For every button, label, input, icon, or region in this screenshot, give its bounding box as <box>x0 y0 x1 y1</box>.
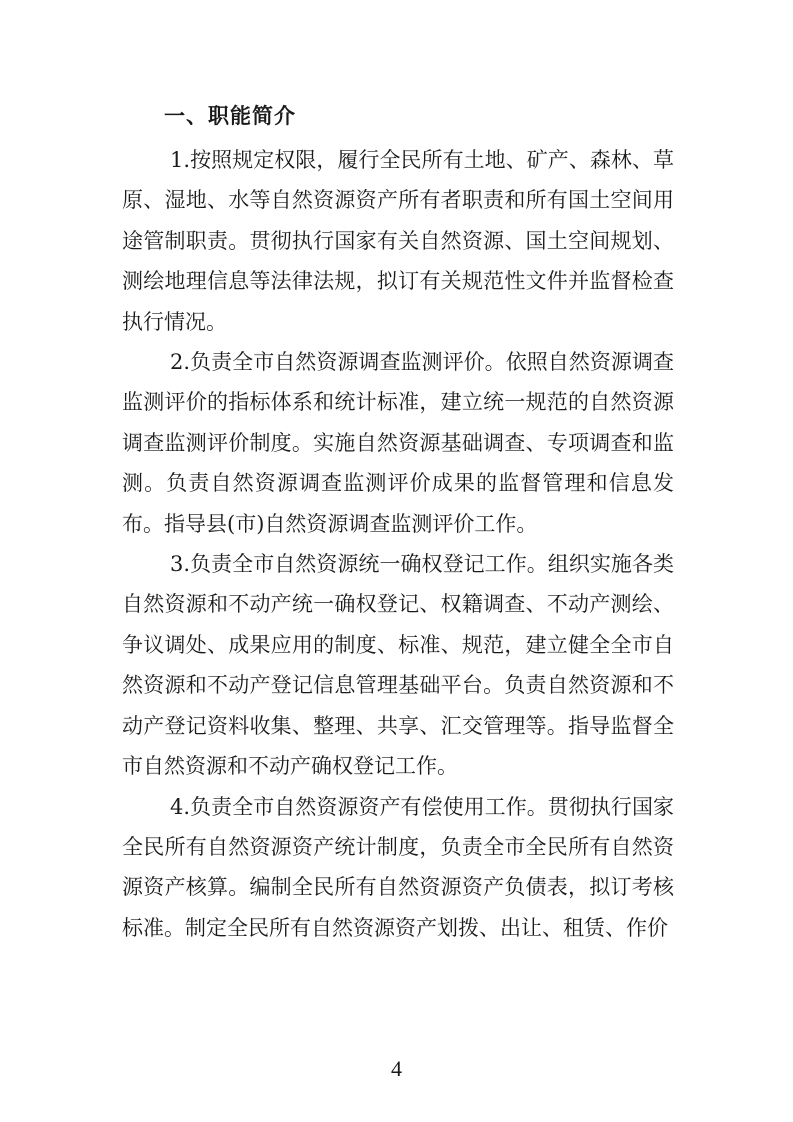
paragraph-4: 4.负责全市自然资源资产有偿使用工作。贯彻执行国家全民所有自然资源资产统计制度，负责全市全民所有自然资源资产核算。编制全民所有自然资源资产负债表，拟订考核标准。制定全民所有自然资源资产划拨、出让、租赁、作价 <box>122 794 674 940</box>
body-text <box>122 140 674 948</box>
paragraph-3: 3.负责全市自然资源统一确权登记工作。组织实施各类自然资源和不动产统一确权登记、权籍调查、不动产测绘、争议调处、成果应用的制度、标准、规范，建立健全全市自然资源和不动产登记信息管理基础平台。负责自然资源和不动产登记资料收集、整理、共享、汇交管理等。指导监督全市自然资源和不动产确权登记工作。 <box>122 552 674 779</box>
paragraph-2: 2.负责全市自然资源调查监测评价。依照自然资源调查监测评价的指标体系和统计标准，建立统一规范的自然资源调查监测评价制度。实施自然资源基础调查、专项调查和监测。负责自然资源调查监测评价成果的监督管理和信息发布。指导县(市)自然资源调查监测评价工作。 <box>122 350 674 536</box>
paragraph-1: 1.按照规定权限，履行全民所有土地、矿产、森林、草原、湿地、水等自然资源资产所有者职责和所有国土空间用途管制职责。贯彻执行国家有关自然资源、国土空间规划、测绘地理信息等法律法规，拟订有关规范性文件并监督检查执行情况。 <box>122 148 674 334</box>
section-heading: 一、职能简介 <box>164 104 296 128</box>
page-number: 4 <box>391 1056 402 1081</box>
